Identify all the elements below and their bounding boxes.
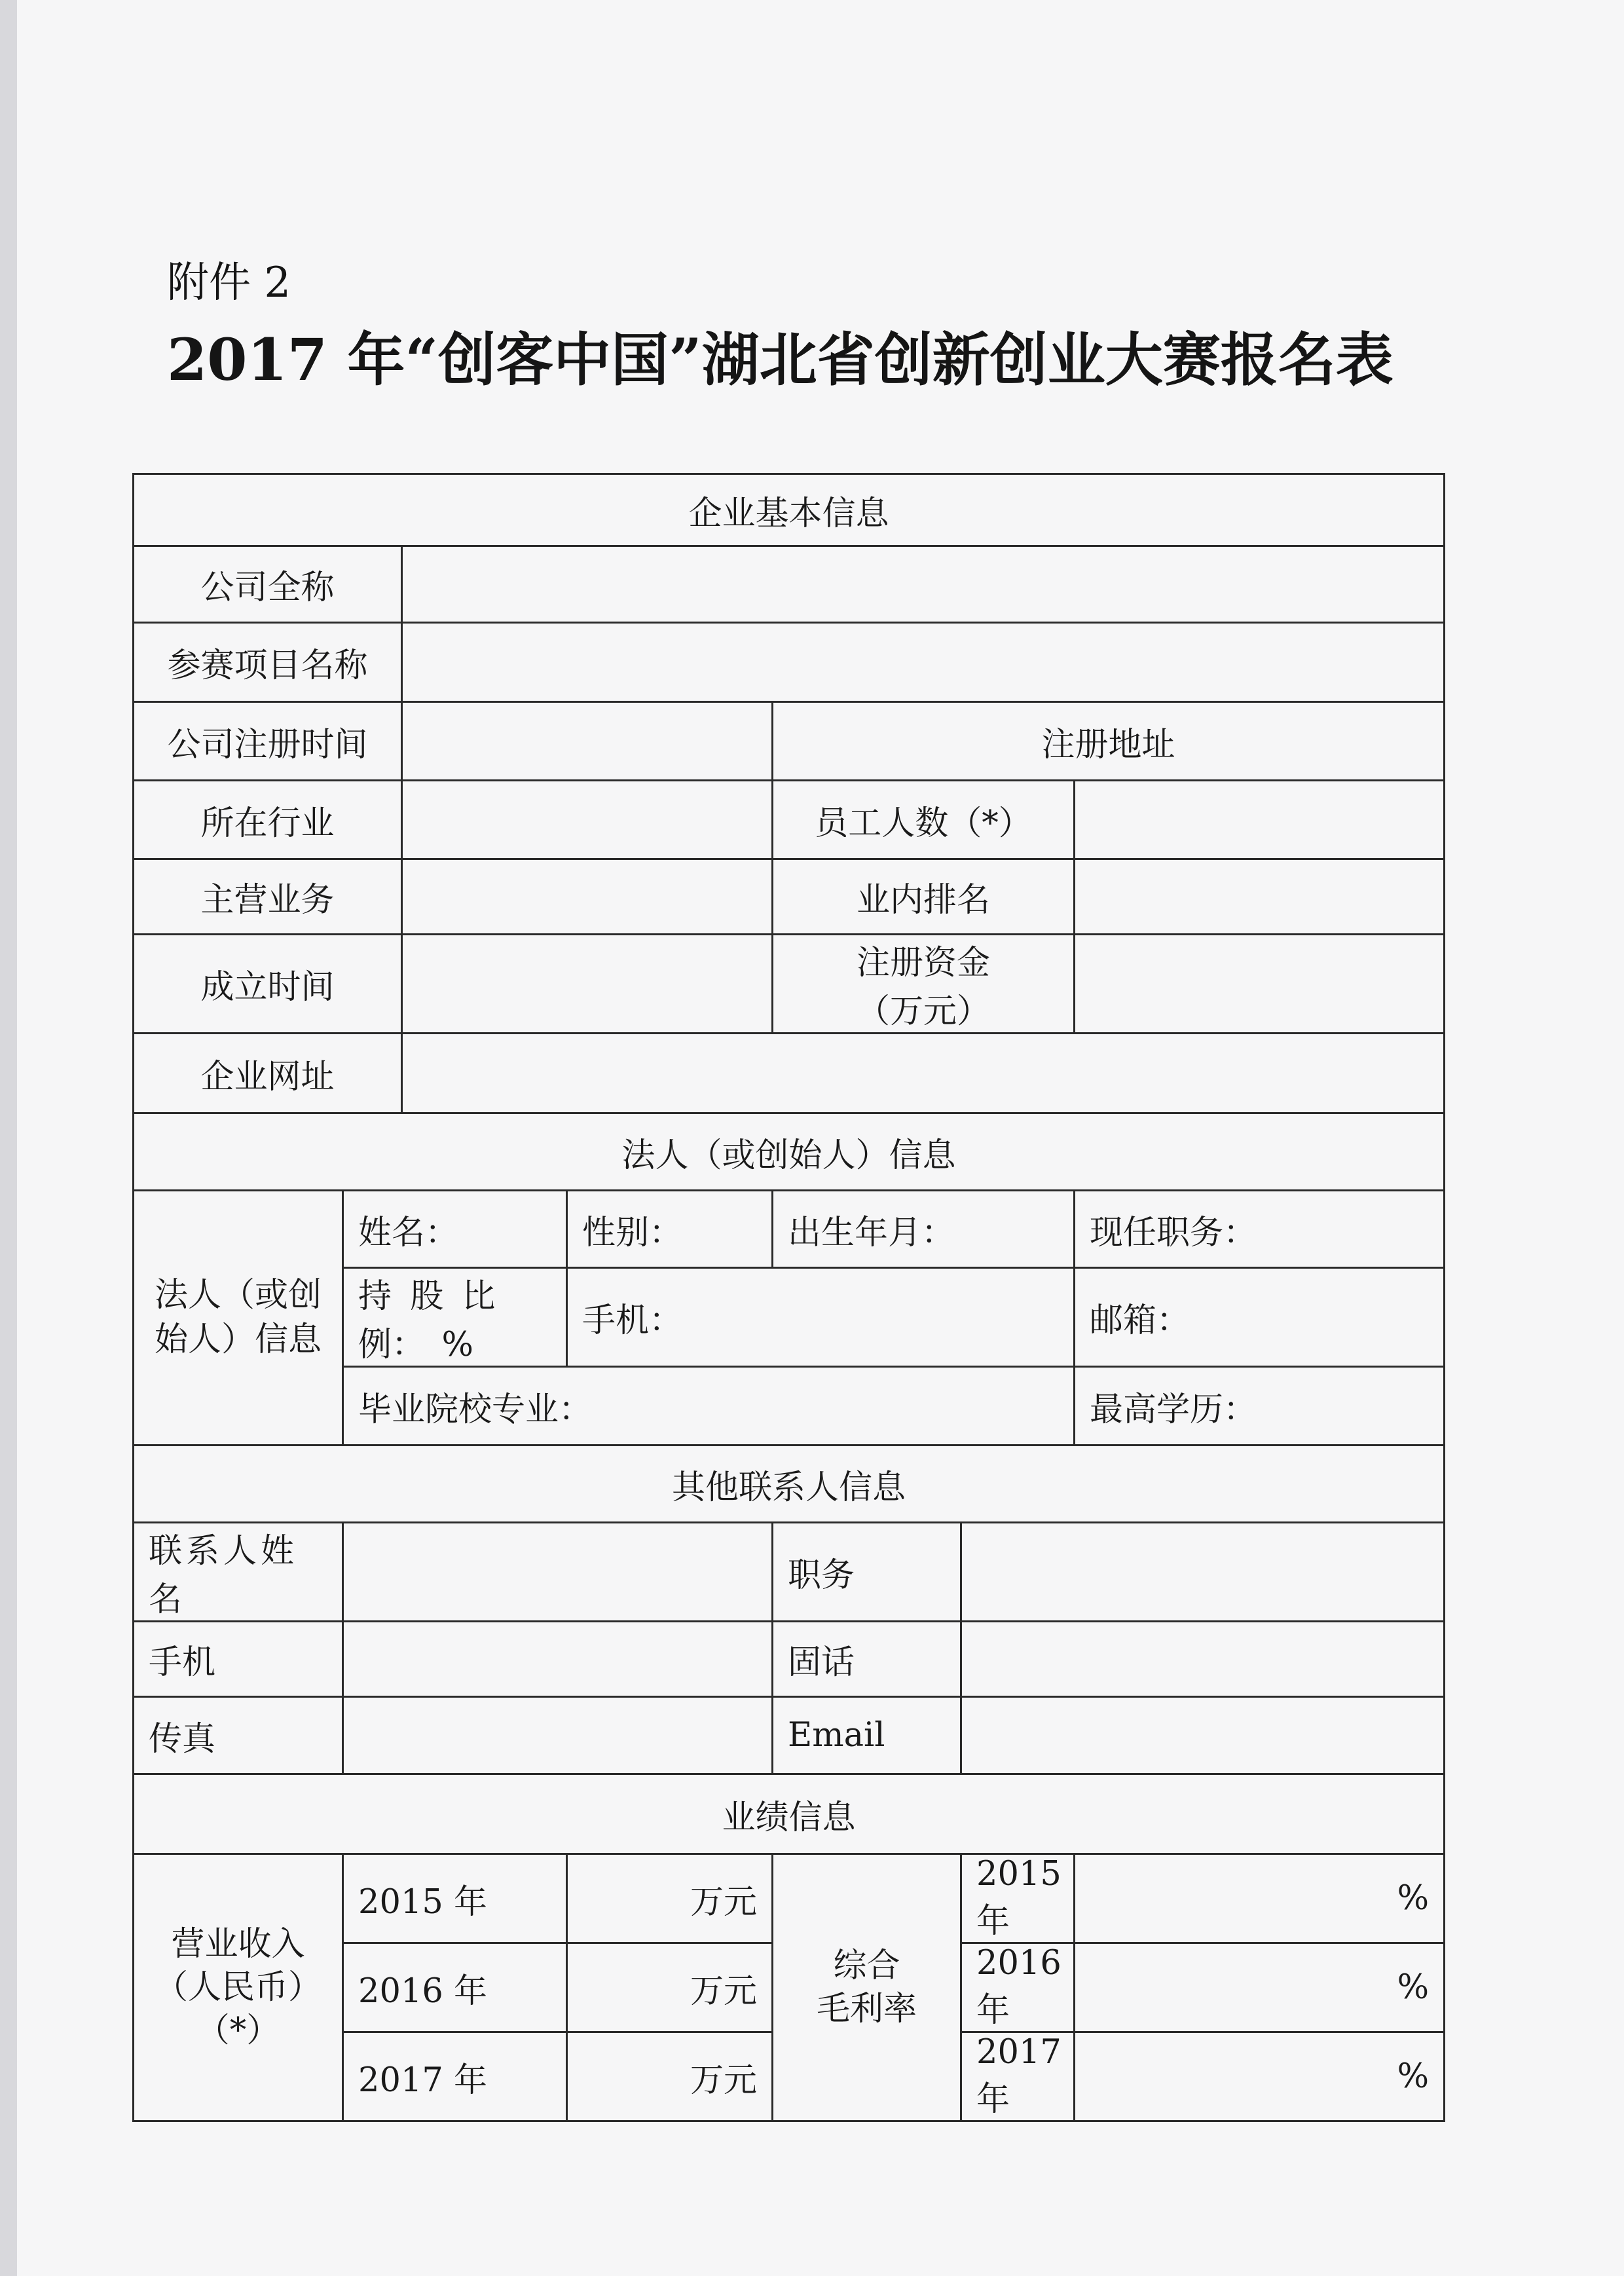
label-founded-time: 成立时间 bbox=[134, 935, 402, 1034]
field-contact-phone[interactable] bbox=[961, 1622, 1445, 1697]
section-header-contact: 其他联系人信息 bbox=[134, 1446, 1445, 1523]
label-website: 企业网址 bbox=[134, 1034, 402, 1113]
margin-year-2015: 2015 年 bbox=[961, 1854, 1075, 1943]
field-contact-position[interactable] bbox=[961, 1523, 1445, 1622]
revenue-year-2016: 2016 年 bbox=[343, 1943, 567, 2032]
field-company-name[interactable] bbox=[402, 546, 1445, 623]
field-legal-birth[interactable]: 出生年月： bbox=[773, 1191, 1075, 1268]
field-legal-share[interactable] bbox=[343, 1268, 567, 1367]
section-header-basic: 企业基本信息 bbox=[134, 474, 1445, 546]
label-registered-capital bbox=[773, 935, 1075, 1034]
label-gross-margin bbox=[773, 1854, 961, 2121]
field-contact-mobile[interactable] bbox=[343, 1622, 773, 1697]
field-legal-mobile[interactable]: 手机： bbox=[567, 1268, 1075, 1367]
label-company-name: 公司全称 bbox=[134, 546, 402, 623]
page-edge bbox=[0, 0, 17, 2276]
registered-capital-line2: （万元） bbox=[856, 992, 990, 1031]
field-registration-time[interactable] bbox=[402, 702, 773, 781]
label-registration-address: 注册地址 bbox=[773, 702, 1445, 781]
label-contact-position: 职务 bbox=[773, 1523, 961, 1622]
field-website[interactable] bbox=[402, 1034, 1445, 1113]
registration-form-table bbox=[132, 473, 1445, 2122]
field-contact-email[interactable] bbox=[961, 1697, 1445, 1774]
field-revenue-2017[interactable]: 万元 bbox=[567, 2032, 773, 2121]
gross-margin-line1: 综合 bbox=[833, 1946, 900, 1985]
field-margin-2017[interactable]: % bbox=[1075, 2032, 1445, 2121]
share-ratio-line2: 例： % bbox=[358, 1326, 473, 1364]
field-legal-education[interactable]: 最高学历： bbox=[1075, 1367, 1445, 1446]
label-contact-email: Email bbox=[773, 1697, 961, 1774]
field-revenue-2016[interactable]: 万元 bbox=[567, 1943, 773, 2032]
form-title: 2017 年“创客中国”湖北省创新创业大赛报名表 bbox=[167, 326, 1393, 394]
margin-year-2017: 2017 年 bbox=[961, 2032, 1075, 2121]
field-contact-fax[interactable] bbox=[343, 1697, 773, 1774]
field-industry-ranking[interactable] bbox=[1075, 859, 1445, 935]
field-legal-email[interactable]: 邮箱： bbox=[1075, 1268, 1445, 1367]
label-employee-count: 员工人数（*） bbox=[773, 781, 1075, 859]
label-contact-mobile: 手机 bbox=[134, 1622, 343, 1697]
label-registration-time: 公司注册时间 bbox=[134, 702, 402, 781]
label-contact-fax: 传真 bbox=[134, 1697, 343, 1774]
field-employee-count[interactable] bbox=[1075, 781, 1445, 859]
field-registered-capital[interactable] bbox=[1075, 935, 1445, 1034]
revenue-line3: （*） bbox=[196, 2011, 280, 2050]
label-contact-phone: 固话 bbox=[773, 1622, 961, 1697]
margin-year-2016: 2016 年 bbox=[961, 1943, 1075, 2032]
revenue-year-2017: 2017 年 bbox=[343, 2032, 567, 2121]
field-legal-position[interactable]: 现任职务： bbox=[1075, 1191, 1445, 1268]
revenue-line2: （人民币） bbox=[154, 1968, 322, 2007]
label-contact-name: 联系人姓名 bbox=[134, 1523, 343, 1622]
gross-margin-line2: 毛利率 bbox=[816, 1989, 917, 2028]
share-ratio-line1: 持 股 比 bbox=[358, 1277, 500, 1316]
label-industry-ranking: 业内排名 bbox=[773, 859, 1075, 935]
label-main-business: 主营业务 bbox=[134, 859, 402, 935]
field-legal-name[interactable]: 姓名： bbox=[343, 1191, 567, 1268]
attachment-label: 附件 2 bbox=[167, 259, 291, 307]
field-project-name[interactable] bbox=[402, 623, 1445, 702]
section-header-performance: 业绩信息 bbox=[134, 1774, 1445, 1854]
revenue-year-2015: 2015 年 bbox=[343, 1854, 567, 1943]
field-revenue-2015[interactable]: 万元 bbox=[567, 1854, 773, 1943]
field-legal-gender[interactable]: 性别： bbox=[567, 1191, 773, 1268]
field-legal-school[interactable]: 毕业院校专业： bbox=[343, 1367, 1075, 1446]
field-founded-time[interactable] bbox=[402, 935, 773, 1034]
label-project-name: 参赛项目名称 bbox=[134, 623, 402, 702]
field-industry[interactable] bbox=[402, 781, 773, 859]
field-contact-name[interactable] bbox=[343, 1523, 773, 1622]
field-margin-2016[interactable]: % bbox=[1075, 1943, 1445, 2032]
revenue-line1: 营业收入 bbox=[171, 1924, 305, 1964]
label-legal-person: 法人（或创始人）信息 bbox=[134, 1191, 343, 1446]
label-industry: 所在行业 bbox=[134, 781, 402, 859]
field-main-business[interactable] bbox=[402, 859, 773, 935]
label-revenue bbox=[134, 1854, 343, 2121]
field-margin-2015[interactable]: % bbox=[1075, 1854, 1445, 1943]
registered-capital-line1: 注册资金 bbox=[856, 944, 990, 982]
section-header-legal: 法人（或创始人）信息 bbox=[134, 1113, 1445, 1191]
